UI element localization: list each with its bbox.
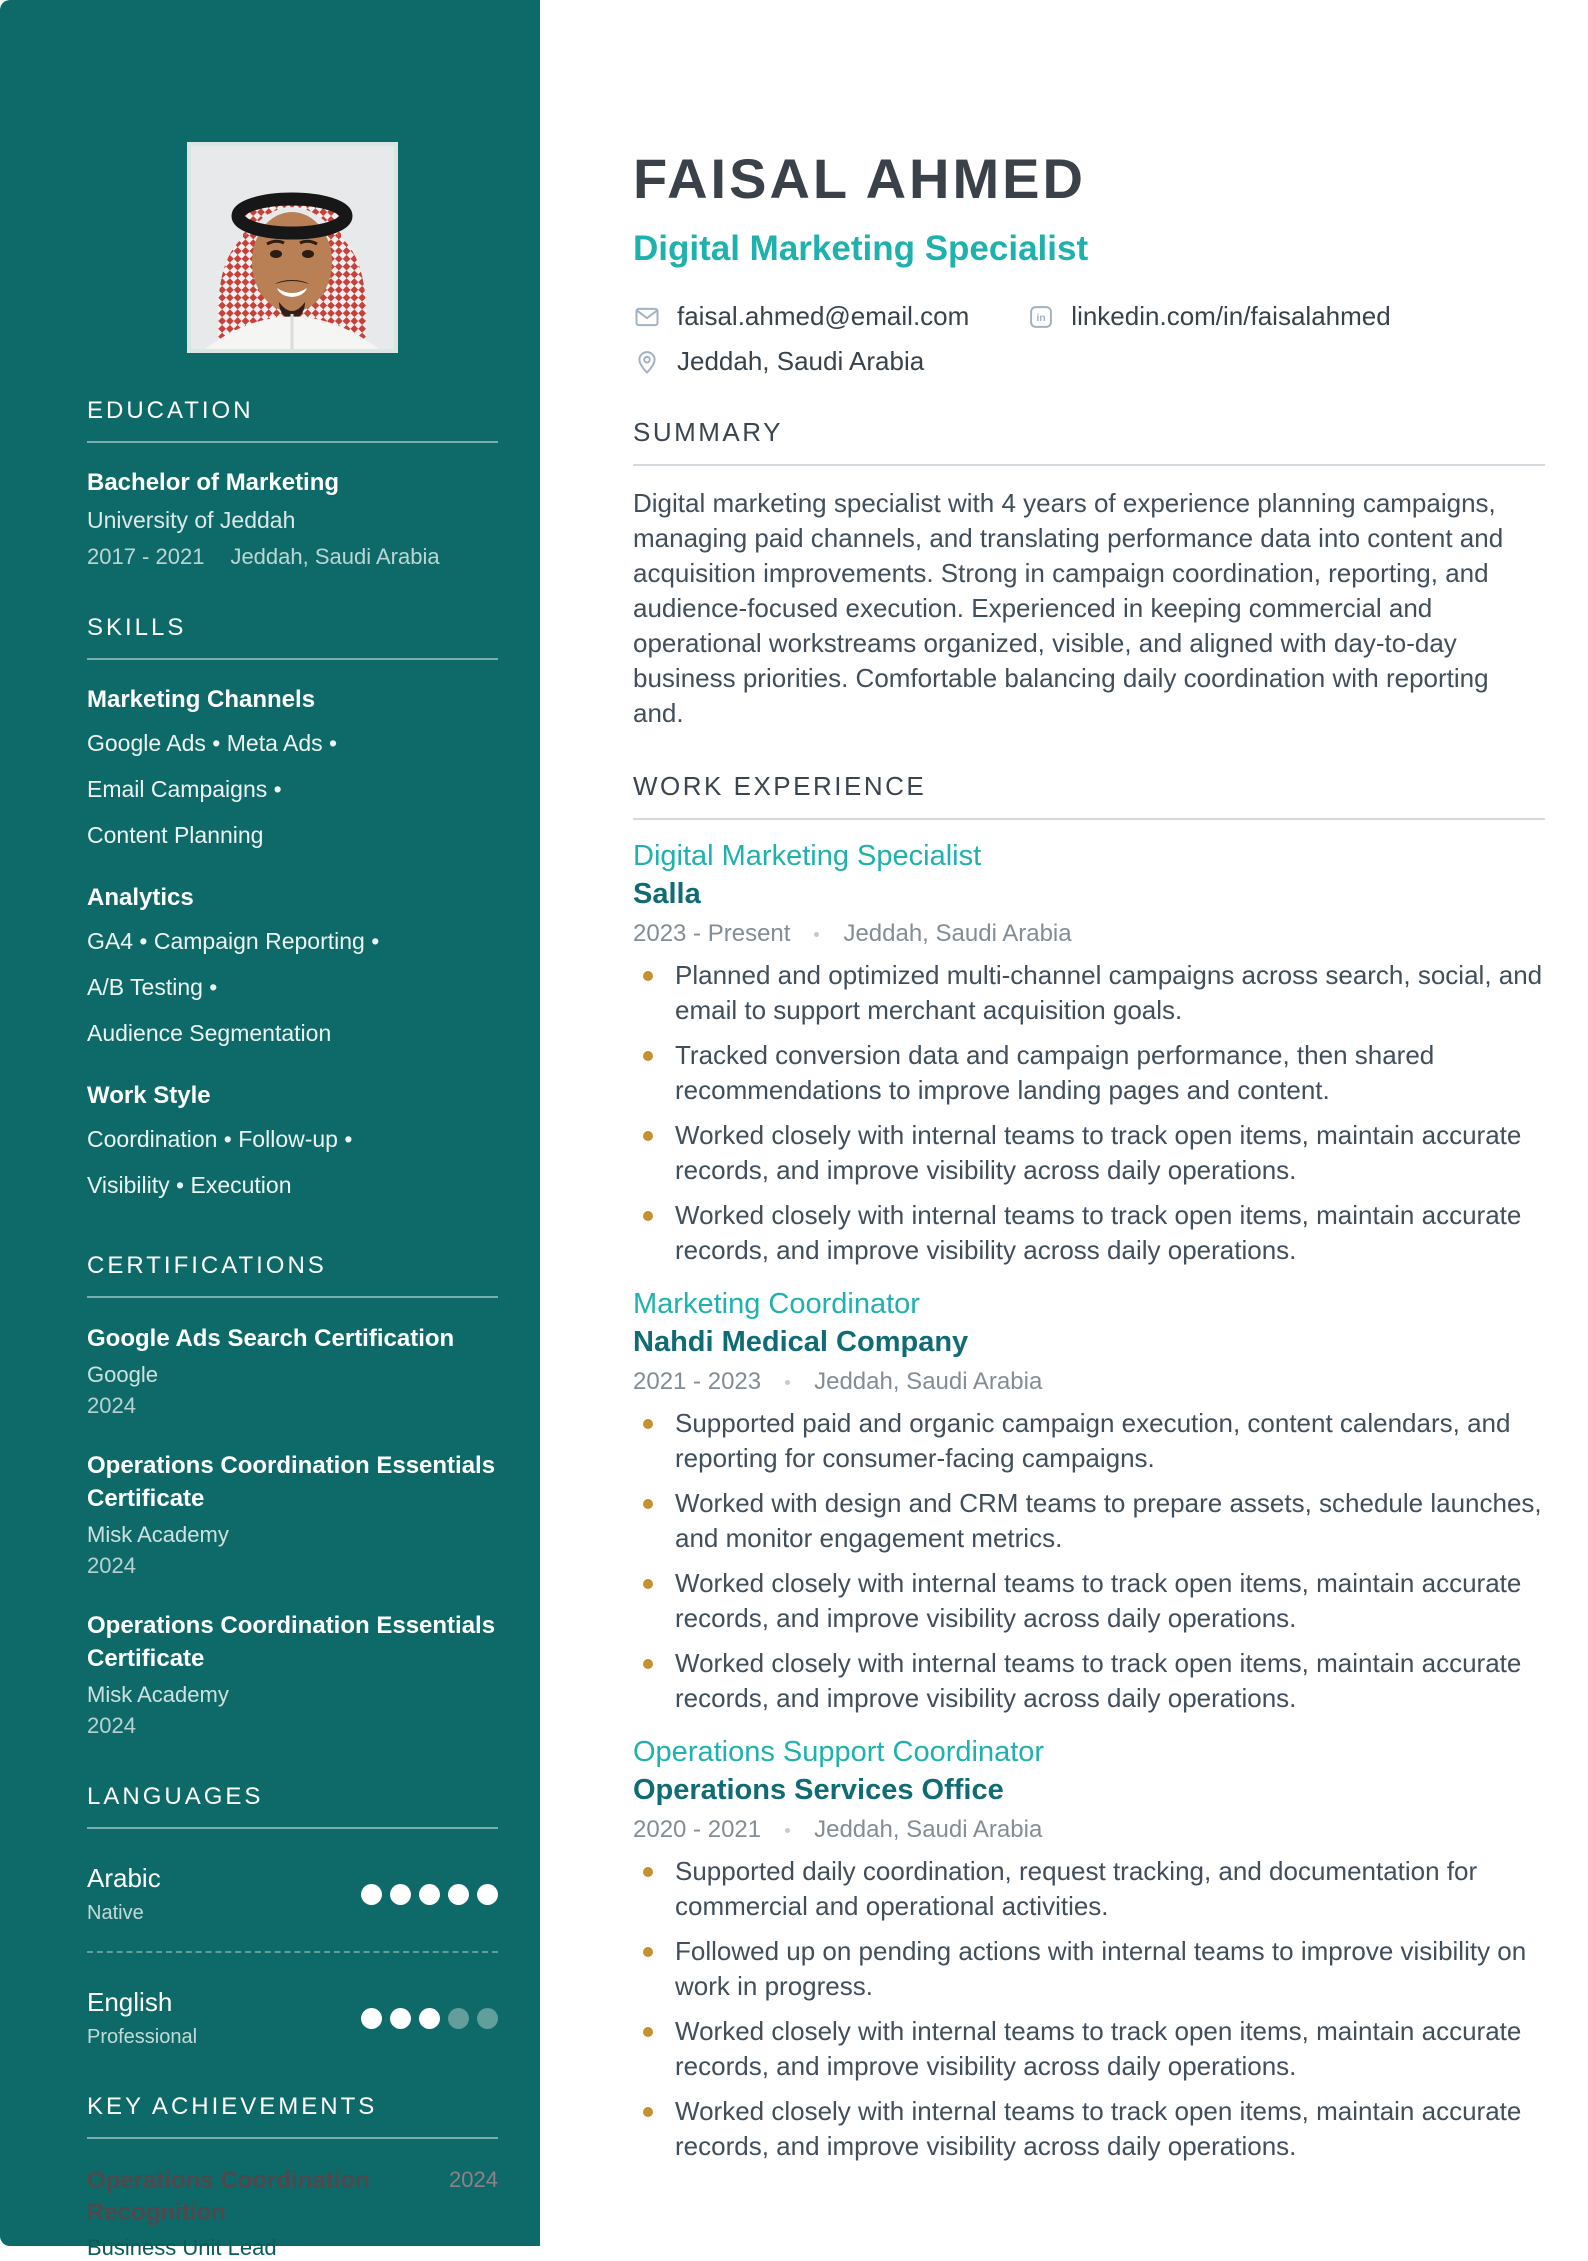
- achievement-subtitle: Business Unit Lead: [87, 2235, 277, 2260]
- job-location: Jeddah, Saudi Arabia: [843, 920, 1072, 947]
- achievements-heading: KEY ACHIEVEMENTS: [87, 2093, 378, 2120]
- certification-item: [87, 1322, 498, 1419]
- job-bullet: Planned and optimized multi-channel campaigns across search, social, and email to support merchant acquisition goals.: [633, 958, 1545, 1028]
- dot-separator: [785, 1380, 790, 1385]
- email-icon: [633, 303, 661, 331]
- skill-line: A/B Testing •: [87, 974, 218, 1000]
- education-dates: 2017 - 2021: [87, 544, 205, 569]
- contact-email-text: faisal.ahmed@email.com: [677, 301, 970, 331]
- certification-year: 2024: [87, 1393, 136, 1418]
- job-bullet: Tracked conversion data and campaign performance, then shared recommendations to improve landing pages and content.: [633, 1038, 1545, 1108]
- certification-item: [87, 1609, 498, 1739]
- skills-heading: SKILLS: [87, 614, 187, 641]
- job-dates: 2020 - 2021: [633, 1816, 762, 1843]
- certification-title: Operations Coordination Essentials Certificate: [87, 1612, 496, 1672]
- skill-line: Audience Segmentation: [87, 1020, 332, 1046]
- language-level: Native: [87, 1902, 144, 1924]
- job-location: Jeddah, Saudi Arabia: [814, 1816, 1043, 1843]
- dot-separator: [785, 1828, 790, 1833]
- job-bullet: Worked closely with internal teams to track open items, maintain accurate records, and improve visibility across daily operations.: [633, 1646, 1545, 1716]
- job-bullet: Worked closely with internal teams to track open items, maintain accurate records, and improve visibility across daily operations.: [633, 2094, 1545, 2164]
- skill-group-title: Analytics: [87, 884, 194, 911]
- main-column: [633, 0, 1545, 2164]
- certification-issuer: Misk Academy: [87, 1522, 229, 1547]
- job-bullets: [633, 958, 1545, 1268]
- skill-lines: [87, 918, 498, 1056]
- education-school: University of Jeddah: [87, 507, 296, 533]
- contact-email[interactable]: [633, 301, 969, 332]
- education-heading: EDUCATION: [87, 397, 254, 424]
- achievement-item: [87, 2165, 498, 2261]
- person-name: FAISAL AHMED: [633, 147, 1086, 210]
- job-dates: 2021 - 2023: [633, 1368, 762, 1395]
- contact-location: [633, 346, 924, 377]
- job-bullet: Worked closely with internal teams to track open items, maintain accurate records, and improve visibility across daily operations.: [633, 2014, 1545, 2084]
- job-company: Salla: [633, 878, 701, 910]
- job-bullet: Worked closely with internal teams to track open items, maintain accurate records, and improve visibility across daily operations.: [633, 1118, 1545, 1188]
- job-title: Marketing Coordinator: [633, 1288, 920, 1320]
- languages-list: [87, 1863, 498, 2049]
- location-icon: [633, 348, 661, 376]
- divider: [633, 818, 1545, 820]
- level-dot: [448, 1884, 469, 1905]
- language-item: [87, 1863, 498, 1925]
- level-dot: [361, 1884, 382, 1905]
- contact-location-text: Jeddah, Saudi Arabia: [677, 346, 925, 376]
- job-company: Operations Services Office: [633, 1774, 1004, 1806]
- experience-heading: WORK EXPERIENCE: [633, 771, 927, 801]
- language-item: [87, 1987, 498, 2049]
- achievement-title: Operations Coordination Recognition: [87, 2167, 370, 2226]
- skill-group-title: Marketing Channels: [87, 686, 316, 713]
- certification-title: Google Ads Search Certification: [87, 1325, 455, 1352]
- contact-linkedin[interactable]: [1027, 301, 1390, 332]
- skill-line: GA4 • Campaign Reporting •: [87, 928, 380, 954]
- job-entry: [633, 1736, 1545, 2164]
- certifications-heading: CERTIFICATIONS: [87, 1252, 327, 1279]
- languages-heading: LANGUAGES: [87, 1783, 264, 1810]
- summary-section: [633, 417, 1545, 731]
- profile-photo: [187, 142, 398, 353]
- contact-block: [633, 301, 1545, 377]
- level-dot: [390, 1884, 411, 1905]
- job-company: Nahdi Medical Company: [633, 1326, 969, 1358]
- language-level: Professional: [87, 2026, 198, 2048]
- job-bullets: [633, 1854, 1545, 2164]
- person-title: Digital Marketing Specialist: [633, 229, 1089, 268]
- level-dot: [390, 2008, 411, 2029]
- contact-linkedin-text: linkedin.com/in/faisalahmed: [1071, 301, 1391, 331]
- divider: [87, 2137, 498, 2139]
- divider: [87, 441, 498, 443]
- experience-section: [633, 771, 1545, 2164]
- skill-line: Content Planning: [87, 822, 264, 848]
- job-location: Jeddah, Saudi Arabia: [814, 1368, 1043, 1395]
- sidebar: [0, 0, 540, 2260]
- divider: [87, 658, 498, 660]
- job-bullet: Supported daily coordination, request tracking, and documentation for commercial and operational activities.: [633, 1854, 1545, 1924]
- language-info: [87, 1863, 161, 1925]
- divider: [633, 464, 1545, 466]
- job-entry: [633, 840, 1545, 1268]
- job-bullet: Worked closely with internal teams to track open items, maintain accurate records, and improve visibility across daily operations.: [633, 1566, 1545, 1636]
- level-dot: [419, 1884, 440, 1905]
- job-meta: [633, 1368, 1545, 1396]
- education-location: Jeddah, Saudi Arabia: [230, 544, 440, 569]
- certification-year: 2024: [87, 1553, 136, 1578]
- summary-heading: SUMMARY: [633, 417, 783, 447]
- skill-line: Google Ads • Meta Ads •: [87, 730, 338, 756]
- certification-item: [87, 1449, 498, 1579]
- certifications-list: [87, 1322, 498, 1739]
- education-degree: Bachelor of Marketing: [87, 469, 340, 496]
- jobs-list: [633, 840, 1545, 2164]
- divider: [87, 1296, 498, 1298]
- profile-photo-illustration: [191, 146, 394, 349]
- job-bullet: Worked with design and CRM teams to prepare assets, schedule launches, and monitor engagement metrics.: [633, 1486, 1545, 1556]
- language-info: [87, 1987, 197, 2049]
- level-dot: [448, 2008, 469, 2029]
- job-bullets: [633, 1406, 1545, 1716]
- language-level-dots: [361, 2008, 498, 2029]
- language-name: Arabic: [87, 1863, 161, 1893]
- dot-separator: [814, 932, 819, 937]
- achievement-year: 2024: [449, 2167, 498, 2192]
- level-dot: [477, 1884, 498, 1905]
- job-title: Digital Marketing Specialist: [633, 840, 982, 872]
- job-bullet: Worked closely with internal teams to track open items, maintain accurate records, and improve visibility across daily operations.: [633, 1198, 1545, 1268]
- job-title: Operations Support Coordinator: [633, 1736, 1045, 1768]
- skill-group-title: Work Style: [87, 1082, 211, 1109]
- job-meta: [633, 1816, 1545, 1844]
- linkedin-icon: [1027, 303, 1055, 331]
- level-dot: [361, 2008, 382, 2029]
- certification-title: Operations Coordination Essentials Certificate: [87, 1452, 496, 1512]
- divider: [87, 1827, 498, 1829]
- skills-groups: [87, 686, 498, 1208]
- level-dot: [419, 2008, 440, 2029]
- certification-year: 2024: [87, 1713, 136, 1738]
- certification-issuer: Misk Academy: [87, 1682, 229, 1707]
- job-bullet: Supported paid and organic campaign execution, content calendars, and reporting for consumer-facing campaigns.: [633, 1406, 1545, 1476]
- skill-line: Email Campaigns •: [87, 776, 282, 802]
- job-entry: [633, 1288, 1545, 1716]
- divider: [87, 1951, 498, 1953]
- job-bullet: Followed up on pending actions with internal teams to improve visibility on work in progress.: [633, 1934, 1545, 2004]
- level-dot: [477, 2008, 498, 2029]
- certification-issuer: Google: [87, 1362, 158, 1387]
- skill-lines: [87, 1116, 498, 1208]
- skill-line: Coordination • Follow-up •: [87, 1126, 353, 1152]
- svg-text:in: in: [1036, 311, 1046, 324]
- achievements-list: [87, 2165, 498, 2261]
- job-dates: 2023 - Present: [633, 920, 791, 947]
- job-meta: [633, 920, 1545, 948]
- summary-text: Digital marketing specialist with 4 years of experience planning campaigns, managing paid channels, and translating performance data into content and acquisition improvements. Strong in campaign coordination, reporting, and audience-focused execution. Experienced in keeping commercial and operational workstreams organized, visible, and aligned with day-to-day business priorities. Comfortable balancing daily coordination with reporting and.: [633, 488, 1504, 728]
- skill-line: Visibility • Execution: [87, 1172, 292, 1198]
- language-level-dots: [361, 1884, 498, 1905]
- skill-lines: [87, 720, 498, 858]
- language-name: English: [87, 1987, 173, 2017]
- achievement-info: [87, 2165, 387, 2261]
